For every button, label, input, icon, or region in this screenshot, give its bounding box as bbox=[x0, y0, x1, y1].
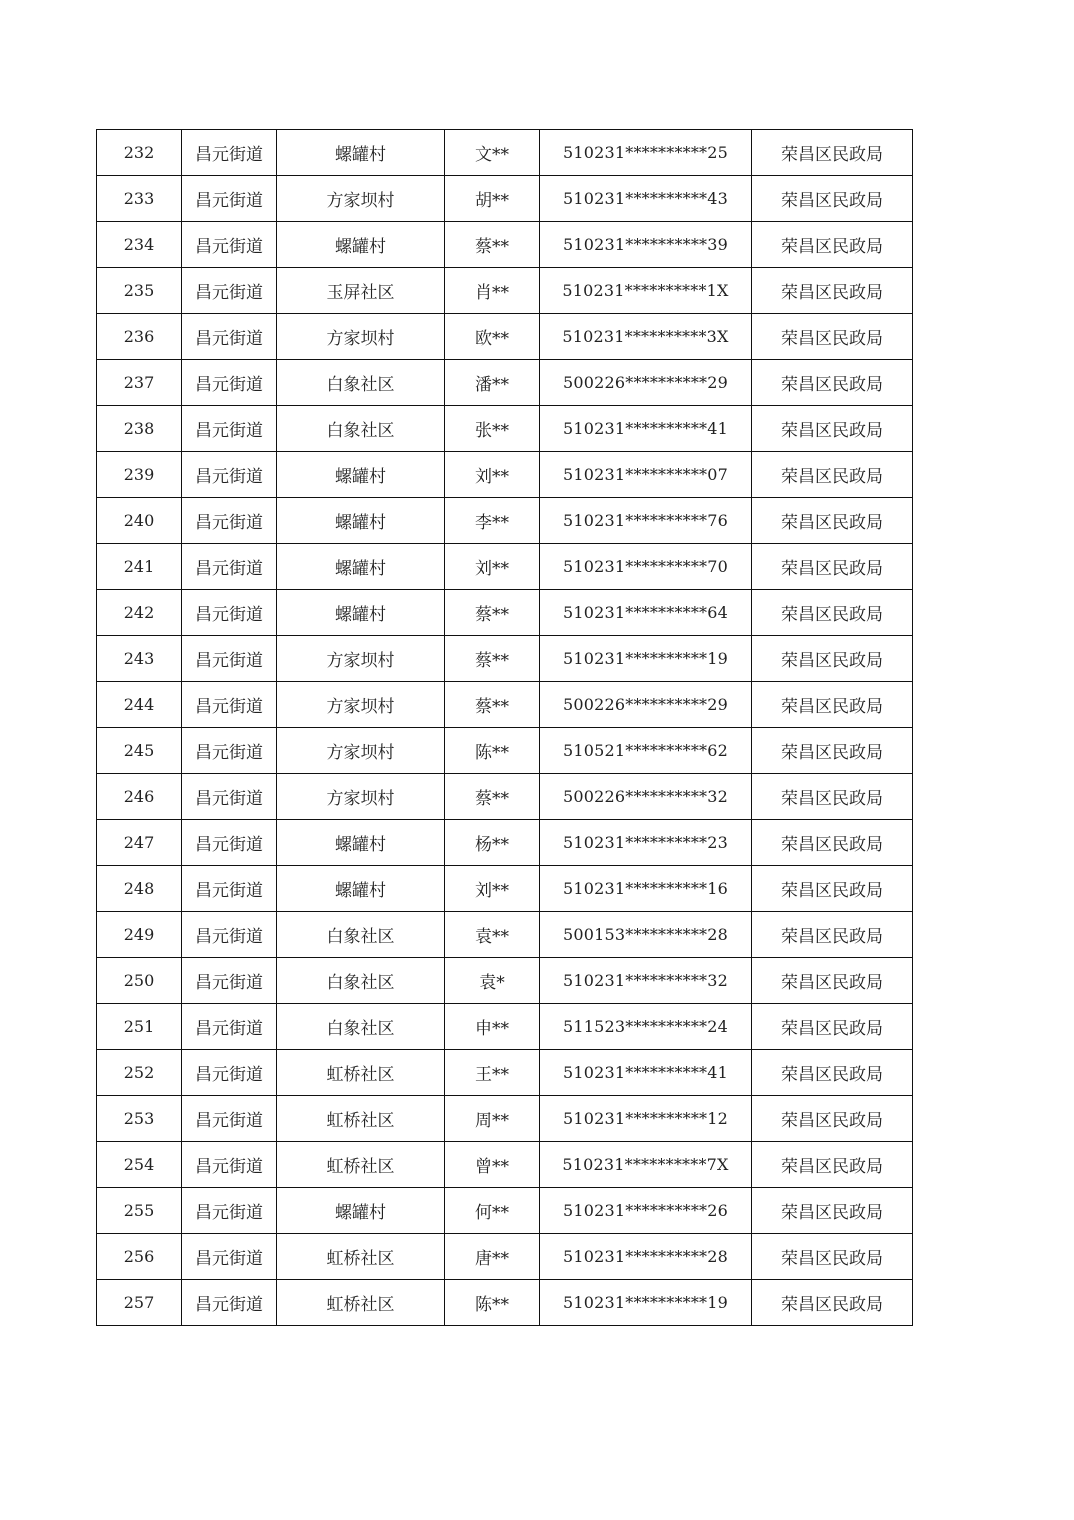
cell-name: 蔡** bbox=[445, 636, 540, 682]
cell-serial-number: 234 bbox=[97, 222, 182, 268]
cell-agency: 荣昌区民政局 bbox=[752, 1050, 913, 1096]
table-row bbox=[97, 498, 913, 544]
cell-id-number: 510231**********07 bbox=[540, 452, 752, 498]
cell-serial-number: 235 bbox=[97, 268, 182, 314]
cell-serial-number: 244 bbox=[97, 682, 182, 728]
cell-serial-number: 252 bbox=[97, 1050, 182, 1096]
cell-name: 曾** bbox=[445, 1142, 540, 1188]
cell-serial-number: 248 bbox=[97, 866, 182, 912]
table-row bbox=[97, 176, 913, 222]
cell-name: 蔡** bbox=[445, 222, 540, 268]
cell-street: 昌元街道 bbox=[182, 774, 277, 820]
table-row bbox=[97, 1004, 913, 1050]
cell-agency: 荣昌区民政局 bbox=[752, 314, 913, 360]
cell-village: 白象社区 bbox=[277, 912, 445, 958]
cell-serial-number: 257 bbox=[97, 1280, 182, 1326]
cell-agency: 荣昌区民政局 bbox=[752, 774, 913, 820]
cell-agency: 荣昌区民政局 bbox=[752, 958, 913, 1004]
table-row bbox=[97, 1142, 913, 1188]
cell-serial-number: 255 bbox=[97, 1188, 182, 1234]
cell-street: 昌元街道 bbox=[182, 1050, 277, 1096]
cell-serial-number: 241 bbox=[97, 544, 182, 590]
cell-street: 昌元街道 bbox=[182, 360, 277, 406]
table-row bbox=[97, 314, 913, 360]
cell-name: 文** bbox=[445, 130, 540, 176]
cell-name: 刘** bbox=[445, 544, 540, 590]
cell-street: 昌元街道 bbox=[182, 222, 277, 268]
table-row bbox=[97, 958, 913, 1004]
cell-serial-number: 233 bbox=[97, 176, 182, 222]
cell-street: 昌元街道 bbox=[182, 498, 277, 544]
cell-id-number: 510231**********3X bbox=[540, 314, 752, 360]
cell-agency: 荣昌区民政局 bbox=[752, 1096, 913, 1142]
cell-name: 唐** bbox=[445, 1234, 540, 1280]
cell-name: 欧** bbox=[445, 314, 540, 360]
cell-village: 虹桥社区 bbox=[277, 1234, 445, 1280]
table-row bbox=[97, 1050, 913, 1096]
cell-village: 虹桥社区 bbox=[277, 1096, 445, 1142]
cell-serial-number: 247 bbox=[97, 820, 182, 866]
table-row bbox=[97, 866, 913, 912]
cell-serial-number: 246 bbox=[97, 774, 182, 820]
cell-name: 蔡** bbox=[445, 682, 540, 728]
cell-agency: 荣昌区民政局 bbox=[752, 406, 913, 452]
cell-name: 潘** bbox=[445, 360, 540, 406]
cell-name: 袁* bbox=[445, 958, 540, 1004]
cell-agency: 荣昌区民政局 bbox=[752, 452, 913, 498]
cell-village: 白象社区 bbox=[277, 360, 445, 406]
cell-agency: 荣昌区民政局 bbox=[752, 912, 913, 958]
table-row bbox=[97, 1234, 913, 1280]
cell-street: 昌元街道 bbox=[182, 866, 277, 912]
cell-serial-number: 251 bbox=[97, 1004, 182, 1050]
cell-serial-number: 254 bbox=[97, 1142, 182, 1188]
table-row bbox=[97, 682, 913, 728]
cell-street: 昌元街道 bbox=[182, 820, 277, 866]
table-row bbox=[97, 1096, 913, 1142]
cell-village: 白象社区 bbox=[277, 958, 445, 1004]
cell-name: 刘** bbox=[445, 866, 540, 912]
cell-village: 螺罐村 bbox=[277, 590, 445, 636]
cell-name: 李** bbox=[445, 498, 540, 544]
cell-id-number: 510231**********41 bbox=[540, 1050, 752, 1096]
table-row bbox=[97, 268, 913, 314]
cell-name: 张** bbox=[445, 406, 540, 452]
cell-village: 虹桥社区 bbox=[277, 1142, 445, 1188]
cell-village: 方家坝村 bbox=[277, 176, 445, 222]
cell-id-number: 510231**********76 bbox=[540, 498, 752, 544]
cell-village: 白象社区 bbox=[277, 1004, 445, 1050]
table-row bbox=[97, 360, 913, 406]
table-row bbox=[97, 1188, 913, 1234]
table-body bbox=[97, 130, 913, 1326]
cell-agency: 荣昌区民政局 bbox=[752, 866, 913, 912]
cell-agency: 荣昌区民政局 bbox=[752, 590, 913, 636]
cell-village: 方家坝村 bbox=[277, 728, 445, 774]
cell-name: 申** bbox=[445, 1004, 540, 1050]
cell-agency: 荣昌区民政局 bbox=[752, 360, 913, 406]
cell-name: 陈** bbox=[445, 1280, 540, 1326]
cell-village: 方家坝村 bbox=[277, 682, 445, 728]
cell-name: 袁** bbox=[445, 912, 540, 958]
table-row bbox=[97, 820, 913, 866]
table-row bbox=[97, 222, 913, 268]
cell-agency: 荣昌区民政局 bbox=[752, 268, 913, 314]
cell-street: 昌元街道 bbox=[182, 268, 277, 314]
cell-serial-number: 249 bbox=[97, 912, 182, 958]
cell-agency: 荣昌区民政局 bbox=[752, 222, 913, 268]
cell-street: 昌元街道 bbox=[182, 176, 277, 222]
cell-agency: 荣昌区民政局 bbox=[752, 544, 913, 590]
cell-agency: 荣昌区民政局 bbox=[752, 820, 913, 866]
cell-village: 螺罐村 bbox=[277, 498, 445, 544]
cell-street: 昌元街道 bbox=[182, 544, 277, 590]
cell-serial-number: 253 bbox=[97, 1096, 182, 1142]
cell-street: 昌元街道 bbox=[182, 130, 277, 176]
cell-id-number: 510231**********23 bbox=[540, 820, 752, 866]
cell-village: 虹桥社区 bbox=[277, 1280, 445, 1326]
cell-name: 肖** bbox=[445, 268, 540, 314]
cell-id-number: 500226**********29 bbox=[540, 682, 752, 728]
cell-agency: 荣昌区民政局 bbox=[752, 1280, 913, 1326]
cell-serial-number: 256 bbox=[97, 1234, 182, 1280]
cell-agency: 荣昌区民政局 bbox=[752, 636, 913, 682]
cell-village: 方家坝村 bbox=[277, 314, 445, 360]
cell-street: 昌元街道 bbox=[182, 1004, 277, 1050]
cell-village: 螺罐村 bbox=[277, 1188, 445, 1234]
cell-id-number: 510231**********28 bbox=[540, 1234, 752, 1280]
cell-agency: 荣昌区民政局 bbox=[752, 130, 913, 176]
table-row bbox=[97, 728, 913, 774]
cell-village: 螺罐村 bbox=[277, 452, 445, 498]
cell-village: 螺罐村 bbox=[277, 222, 445, 268]
cell-village: 螺罐村 bbox=[277, 544, 445, 590]
cell-street: 昌元街道 bbox=[182, 1142, 277, 1188]
cell-serial-number: 238 bbox=[97, 406, 182, 452]
cell-village: 方家坝村 bbox=[277, 774, 445, 820]
table-row bbox=[97, 636, 913, 682]
cell-village: 螺罐村 bbox=[277, 130, 445, 176]
cell-name: 杨** bbox=[445, 820, 540, 866]
table-row bbox=[97, 406, 913, 452]
cell-id-number: 510231**********7X bbox=[540, 1142, 752, 1188]
cell-id-number: 510521**********62 bbox=[540, 728, 752, 774]
cell-id-number: 510231**********12 bbox=[540, 1096, 752, 1142]
cell-name: 蔡** bbox=[445, 774, 540, 820]
cell-name: 何** bbox=[445, 1188, 540, 1234]
table-row bbox=[97, 1280, 913, 1326]
cell-serial-number: 250 bbox=[97, 958, 182, 1004]
table-row bbox=[97, 774, 913, 820]
cell-id-number: 500226**********32 bbox=[540, 774, 752, 820]
cell-agency: 荣昌区民政局 bbox=[752, 682, 913, 728]
cell-village: 螺罐村 bbox=[277, 820, 445, 866]
cell-id-number: 510231**********26 bbox=[540, 1188, 752, 1234]
cell-agency: 荣昌区民政局 bbox=[752, 1234, 913, 1280]
cell-serial-number: 240 bbox=[97, 498, 182, 544]
cell-id-number: 510231**********41 bbox=[540, 406, 752, 452]
beneficiary-table bbox=[96, 129, 913, 1326]
cell-serial-number: 243 bbox=[97, 636, 182, 682]
cell-street: 昌元街道 bbox=[182, 1280, 277, 1326]
cell-name: 胡** bbox=[445, 176, 540, 222]
cell-street: 昌元街道 bbox=[182, 1188, 277, 1234]
cell-street: 昌元街道 bbox=[182, 406, 277, 452]
cell-serial-number: 245 bbox=[97, 728, 182, 774]
cell-id-number: 510231**********39 bbox=[540, 222, 752, 268]
table-row bbox=[97, 912, 913, 958]
cell-name: 蔡** bbox=[445, 590, 540, 636]
cell-street: 昌元街道 bbox=[182, 314, 277, 360]
cell-id-number: 510231**********64 bbox=[540, 590, 752, 636]
table-row bbox=[97, 452, 913, 498]
cell-agency: 荣昌区民政局 bbox=[752, 176, 913, 222]
cell-id-number: 510231**********32 bbox=[540, 958, 752, 1004]
cell-id-number: 510231**********16 bbox=[540, 866, 752, 912]
cell-street: 昌元街道 bbox=[182, 1234, 277, 1280]
cell-id-number: 510231**********1X bbox=[540, 268, 752, 314]
cell-street: 昌元街道 bbox=[182, 912, 277, 958]
table-row bbox=[97, 544, 913, 590]
cell-id-number: 500226**********29 bbox=[540, 360, 752, 406]
cell-agency: 荣昌区民政局 bbox=[752, 1188, 913, 1234]
cell-id-number: 510231**********43 bbox=[540, 176, 752, 222]
table-row bbox=[97, 130, 913, 176]
cell-serial-number: 242 bbox=[97, 590, 182, 636]
cell-id-number: 511523**********24 bbox=[540, 1004, 752, 1050]
cell-village: 方家坝村 bbox=[277, 636, 445, 682]
cell-id-number: 510231**********19 bbox=[540, 1280, 752, 1326]
cell-agency: 荣昌区民政局 bbox=[752, 498, 913, 544]
table-row bbox=[97, 590, 913, 636]
cell-village: 虹桥社区 bbox=[277, 1050, 445, 1096]
cell-name: 王** bbox=[445, 1050, 540, 1096]
cell-village: 螺罐村 bbox=[277, 866, 445, 912]
cell-street: 昌元街道 bbox=[182, 452, 277, 498]
cell-agency: 荣昌区民政局 bbox=[752, 1004, 913, 1050]
cell-id-number: 510231**********19 bbox=[540, 636, 752, 682]
cell-village: 玉屏社区 bbox=[277, 268, 445, 314]
cell-id-number: 510231**********70 bbox=[540, 544, 752, 590]
cell-serial-number: 237 bbox=[97, 360, 182, 406]
cell-street: 昌元街道 bbox=[182, 590, 277, 636]
cell-name: 周** bbox=[445, 1096, 540, 1142]
cell-street: 昌元街道 bbox=[182, 636, 277, 682]
cell-agency: 荣昌区民政局 bbox=[752, 1142, 913, 1188]
cell-name: 陈** bbox=[445, 728, 540, 774]
cell-street: 昌元街道 bbox=[182, 728, 277, 774]
cell-id-number: 500153**********28 bbox=[540, 912, 752, 958]
cell-street: 昌元街道 bbox=[182, 682, 277, 728]
cell-street: 昌元街道 bbox=[182, 958, 277, 1004]
cell-street: 昌元街道 bbox=[182, 1096, 277, 1142]
cell-name: 刘** bbox=[445, 452, 540, 498]
cell-agency: 荣昌区民政局 bbox=[752, 728, 913, 774]
cell-id-number: 510231**********25 bbox=[540, 130, 752, 176]
cell-serial-number: 239 bbox=[97, 452, 182, 498]
cell-serial-number: 236 bbox=[97, 314, 182, 360]
cell-village: 白象社区 bbox=[277, 406, 445, 452]
cell-serial-number: 232 bbox=[97, 130, 182, 176]
